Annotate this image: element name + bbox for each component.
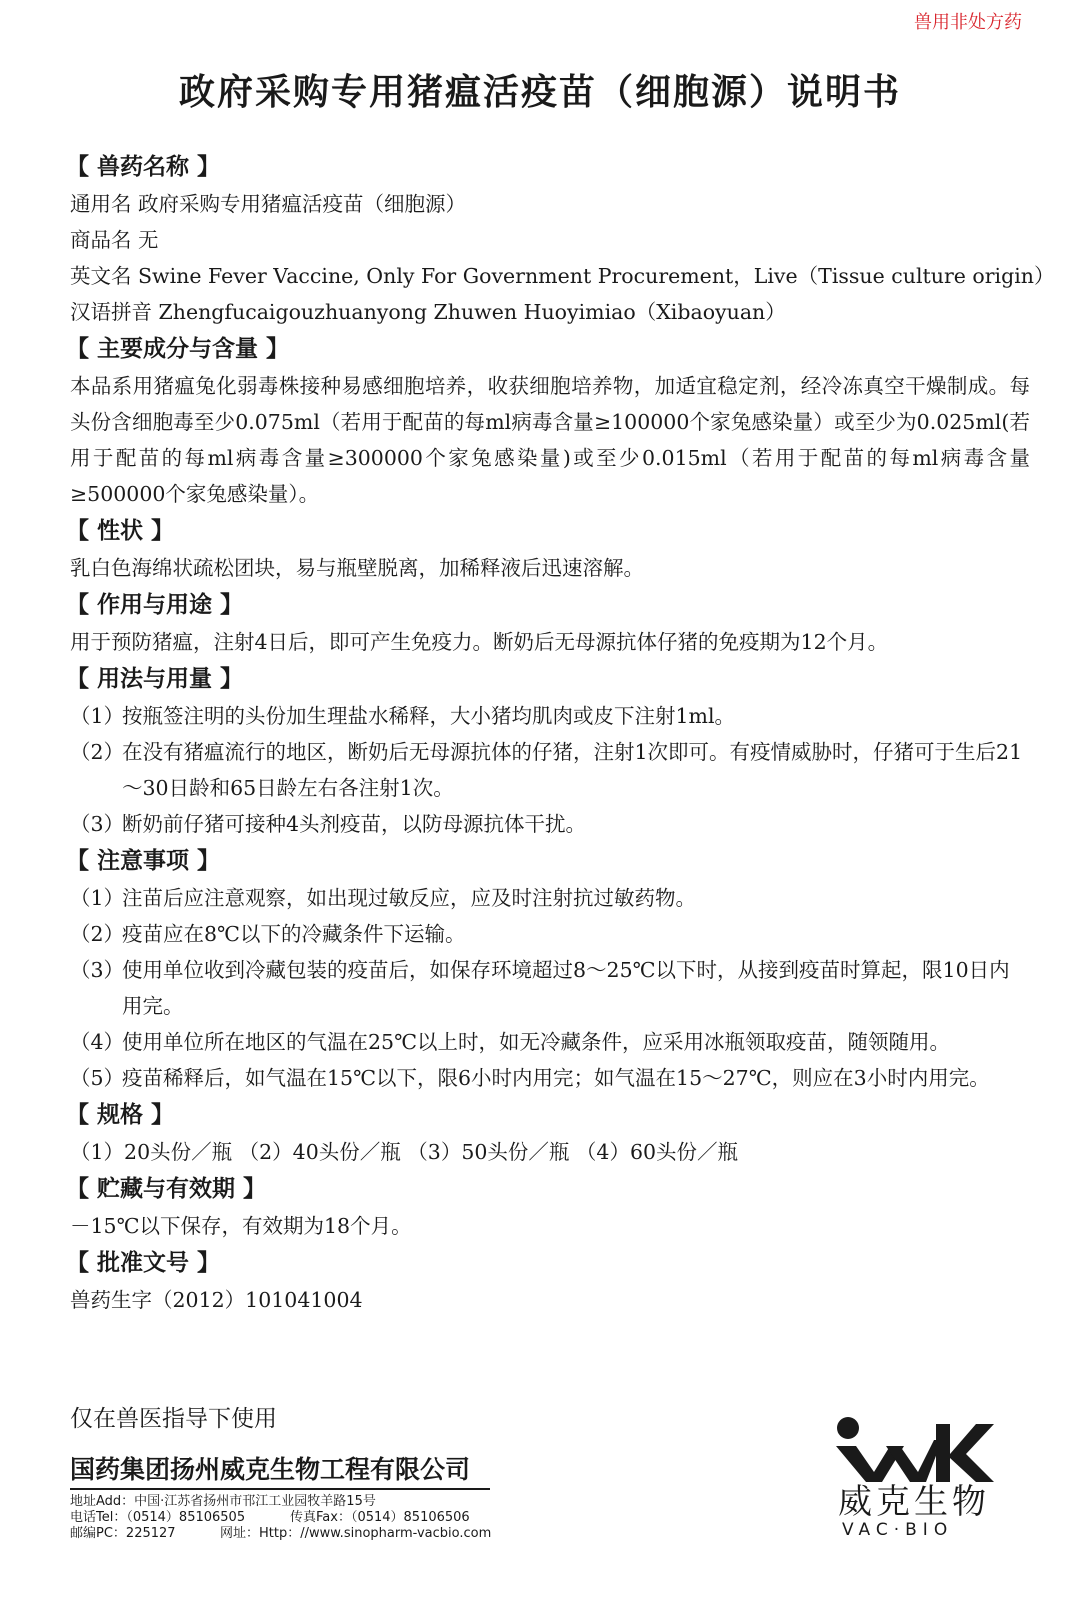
item-text: 按瓶签注明的头份加生理盐水稀释，大小猪均肌肉或皮下注射1ml。 <box>122 704 736 728</box>
contact-block <box>70 1494 510 1542</box>
list-item <box>70 952 1030 1024</box>
section-heading: 【 规格 】 <box>66 1102 175 1128</box>
list-item <box>70 806 1030 842</box>
section-composition <box>66 330 1030 512</box>
section-appearance <box>66 512 1030 586</box>
list-item <box>70 916 1030 952</box>
composition-text: 本品系用猪瘟兔化弱毒株接种易感细胞培养，收获细胞培养物，加适宜稳定剂，经冷冻真空干燥制成。每头份含细胞毒至少0.075ml（若用于配苗的每ml病毒含量≥100000个家兔感染量）或至少为0.025ml(若用于配苗的每ml病毒含量≥300000个家兔感染量)或至少0.015ml（若用于配苗的每ml病毒含量≥500000个家兔感染量）。 <box>70 374 1030 506</box>
item-text: 在没有猪瘟流行的地区，断奶后无母源抗体的仔猪，注射1次即可。有疫情威胁时，仔猪可于生后21～30日龄和65日龄左右各注射1次。 <box>122 740 1023 800</box>
section-heading: 【 作用与用途 】 <box>66 592 244 618</box>
section-spec <box>66 1096 1030 1170</box>
section-storage <box>66 1170 1030 1244</box>
company-name: 国药集团扬州威克生物工程有限公司 <box>70 1455 471 1484</box>
logo-english-name: VAC·BIO <box>842 1520 954 1540</box>
section-heading: 【 批准文号 】 <box>66 1250 221 1276</box>
item-text: 疫苗应在8℃以下的冷藏条件下运输。 <box>122 922 466 946</box>
item-number: （3） <box>70 958 125 982</box>
item-text: 断奶前仔猪可接种4头剂疫苗，以防母源抗体干扰。 <box>122 812 587 836</box>
list-item <box>70 698 1030 734</box>
section-heading: 【 主要成分与含量 】 <box>66 336 290 362</box>
section-heading: 【 性状 】 <box>66 518 175 544</box>
item-number: （2） <box>70 740 125 764</box>
generic-name: 通用名 政府采购专用猪瘟活疫苗（细胞源） <box>70 192 467 216</box>
item-text: 疫苗稀释后，如气温在15℃以下，限6小时内用完；如气温在15～27℃，则应在3小时内用完。 <box>122 1066 990 1090</box>
phone-row <box>70 1510 510 1526</box>
postcode: 邮编PC：225127 <box>70 1526 176 1541</box>
item-number: （3） <box>70 812 125 836</box>
item-text: 注苗后应注意观察，如出现过敏反应，应及时注射抗过敏药物。 <box>122 886 696 910</box>
trade-name: 商品名 无 <box>70 228 159 252</box>
list-item <box>70 880 1030 916</box>
fax: 传真Fax：（0514）85106506 <box>290 1510 470 1525</box>
section-heading: 【 用法与用量 】 <box>66 666 244 692</box>
section-precautions <box>66 842 1030 1096</box>
appearance-text: 乳白色海绵状疏松团块，易与瓶壁脱离，加稀释液后迅速溶解。 <box>70 556 644 580</box>
vet-guidance-note: 仅在兽医指导下使用 <box>70 1406 277 1432</box>
address: 地址Add：中国·江苏省扬州市邗江工业园牧羊路15号 <box>70 1494 376 1509</box>
logo-chinese-name: 威克生物 <box>838 1482 990 1522</box>
section-heading: 【 兽药名称 】 <box>66 154 221 180</box>
section-name <box>66 148 1055 330</box>
list-item <box>70 1024 1030 1060</box>
section-function <box>66 586 1030 660</box>
item-number: （2） <box>70 922 125 946</box>
item-number: （5） <box>70 1066 125 1090</box>
post-row <box>70 1526 510 1542</box>
divider <box>70 1488 490 1490</box>
list-item <box>70 1060 1030 1096</box>
storage-text: －15℃以下保存，有效期为18个月。 <box>70 1214 412 1238</box>
section-approval <box>66 1244 1030 1318</box>
phone: 电话Tel：（0514）85106505 <box>70 1510 246 1525</box>
approval-number: 兽药生字（2012）101041004 <box>70 1288 363 1312</box>
otc-label: 兽用非处方药 <box>914 12 1022 33</box>
item-number: （4） <box>70 1030 125 1054</box>
page-title: 政府采购专用猪瘟活疫苗（细胞源）说明书 <box>178 72 901 113</box>
list-item <box>70 734 1030 806</box>
function-text: 用于预防猪瘟，注射4日后，即可产生免疫力。断奶后无母源抗体仔猪的免疫期为12个月。 <box>70 630 889 654</box>
item-number: （1） <box>70 704 125 728</box>
item-text: 使用单位收到冷藏包装的疫苗后，如保存环境超过8～25℃以下时，从接到疫苗时算起，限10日内用完。 <box>122 958 1010 1018</box>
spec-text: （1）20头份／瓶 （2）40头份／瓶 （3）50头份／瓶 （4）60头份／瓶 <box>70 1140 739 1164</box>
document-body <box>66 148 1055 1318</box>
website: 网址：Http：//www.sinopharm-vacbio.com <box>220 1526 492 1541</box>
item-text: 使用单位所在地区的气温在25℃以上时，如无冷藏条件，应采用冰瓶领取疫苗，随领随用。 <box>122 1030 951 1054</box>
pinyin-name: 汉语拼音 Zhengfucaigouzhuanyong Zhuwen Huoyimiao（Xibaoyuan） <box>70 300 786 324</box>
section-heading: 【 贮藏与有效期 】 <box>66 1176 267 1202</box>
item-number: （1） <box>70 886 125 910</box>
section-heading: 【 注意事项 】 <box>66 848 221 874</box>
section-usage <box>66 660 1030 842</box>
english-name: 英文名 Swine Fever Vaccine, Only For Government Procurement，Live（Tissue culture origin） <box>70 264 1055 288</box>
